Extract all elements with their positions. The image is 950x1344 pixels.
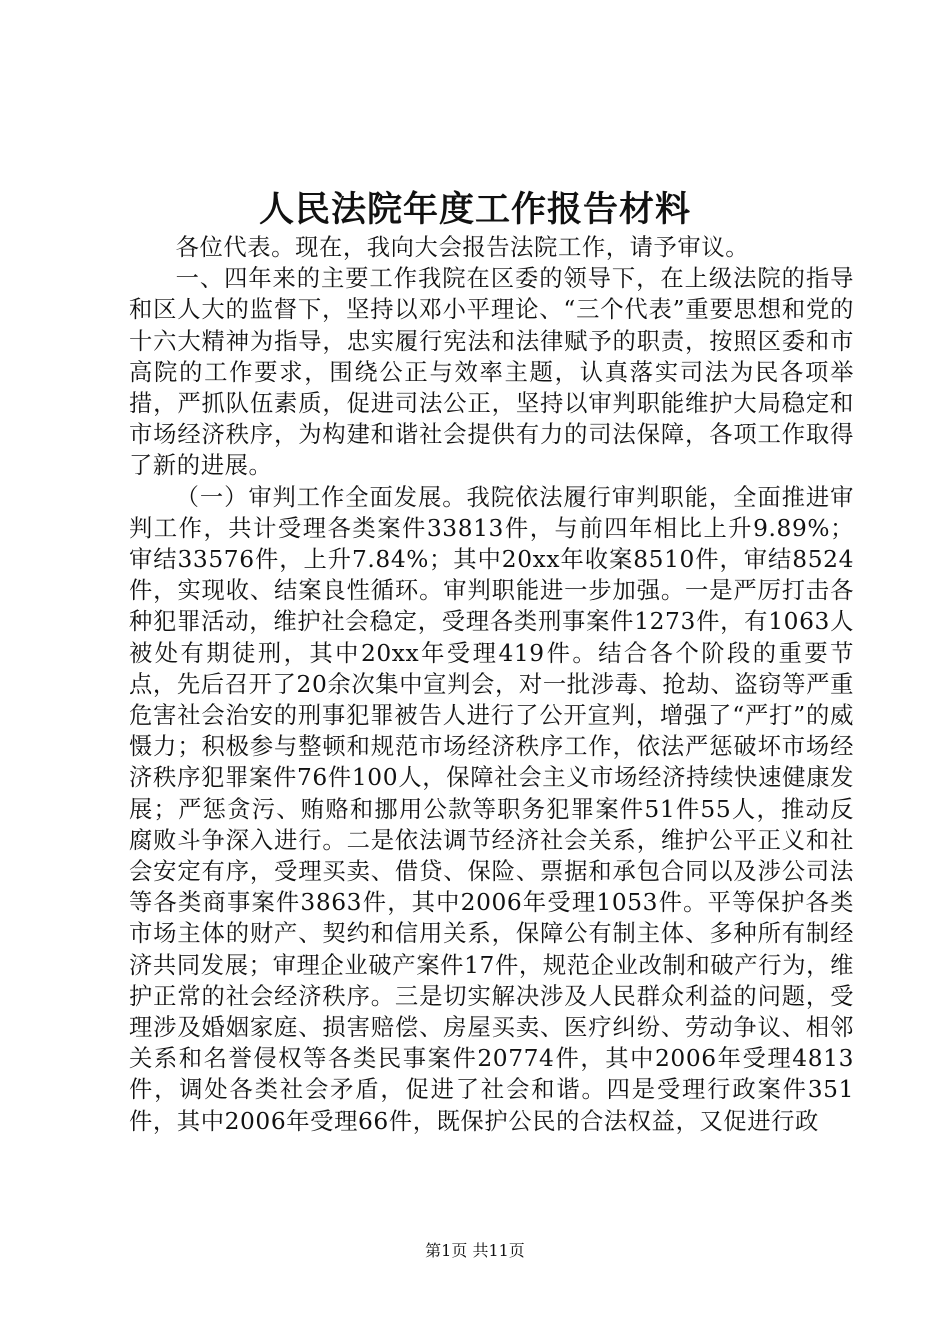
page-indicator: 第1页 共11页 xyxy=(425,1241,525,1260)
paragraph-greeting: 各位代表。现在，我向大会报告法院工作，请予审议。 xyxy=(175,234,750,261)
document-title: 人民法院年度工作报告材料 xyxy=(258,189,691,230)
document-body xyxy=(129,232,854,1137)
paragraph-trial-work: （一）审判工作全面发展。我院依法履行审判职能，全面推进审判工作，共计受理各类案件33813件，与前四年相比上升9.89%；审结33576件，上升7.84%；其中20xx年收案8510件，审结8524件，实现收、结案良性循环。审判职能进一步加强。一是严厉打击各种犯罪活动，维护社会稳定，受理各类刑事案件1273件，有1063人被处有期徒刑，其中20xx年受理419件。结合各个阶段的重要节点，先后召开了20余次集中宣判会，对一批涉毒、抢劫、盗窃等严重危害社会治安的刑事犯罪被告人进行了公开宣判，增强了“严打”的威慑力；积极参与整顿和规范市场经济秩序工作，依法严惩破坏市场经济秩序犯罪案件76件100人，保障社会主义市场经济持续快速健康发展；严惩贪污、贿赂和挪用公款等职务犯罪案件51件55人，推动反腐败斗争深入进行。二是依法调节经济社会关系，维护公平正义和社会安定有序，受理买卖、借贷、保险、票据和承包合同以及涉公司法等各类商事案件3863件，其中2006年受理1053件。平等保护各类市场主体的财产、契约和信用关系，保障公有制主体、多种所有制经济共同发展；审理企业破产案件17件，规范企业改制和破产行为，维护正常的社会经济秩序。三是切实解决涉及人民群众利益的问题，受理涉及婚姻家庭、损害赔偿、房屋买卖、医疗纠纷、劳动争议、相邻关系和名誉侵权等各类民事案件20774件，其中2006年受理4813件，调处各类社会矛盾，促进了社会和谐。四是受理行政案件351件，其中2006年受理66件，既保护公民的合法权益，又促进行政 xyxy=(129,483,854,1135)
paragraph-main-work: 一、四年来的主要工作我院在区委的领导下，在上级法院的指导和区人大的监督下，坚持以邓小平理论、“三个代表”重要思想和党的十六大精神为指导，忠实履行宪法和法律赋予的职责，按照区委和市高院的工作要求，围绕公正与效率主题，认真落实司法为民各项举措，严抓队伍素质，促进司法公正，坚持以审判职能维护大局稳定和市场经济秩序，为构建和谐社会提供有力的司法保障，各项工作取得了新的进展。 xyxy=(129,265,854,480)
